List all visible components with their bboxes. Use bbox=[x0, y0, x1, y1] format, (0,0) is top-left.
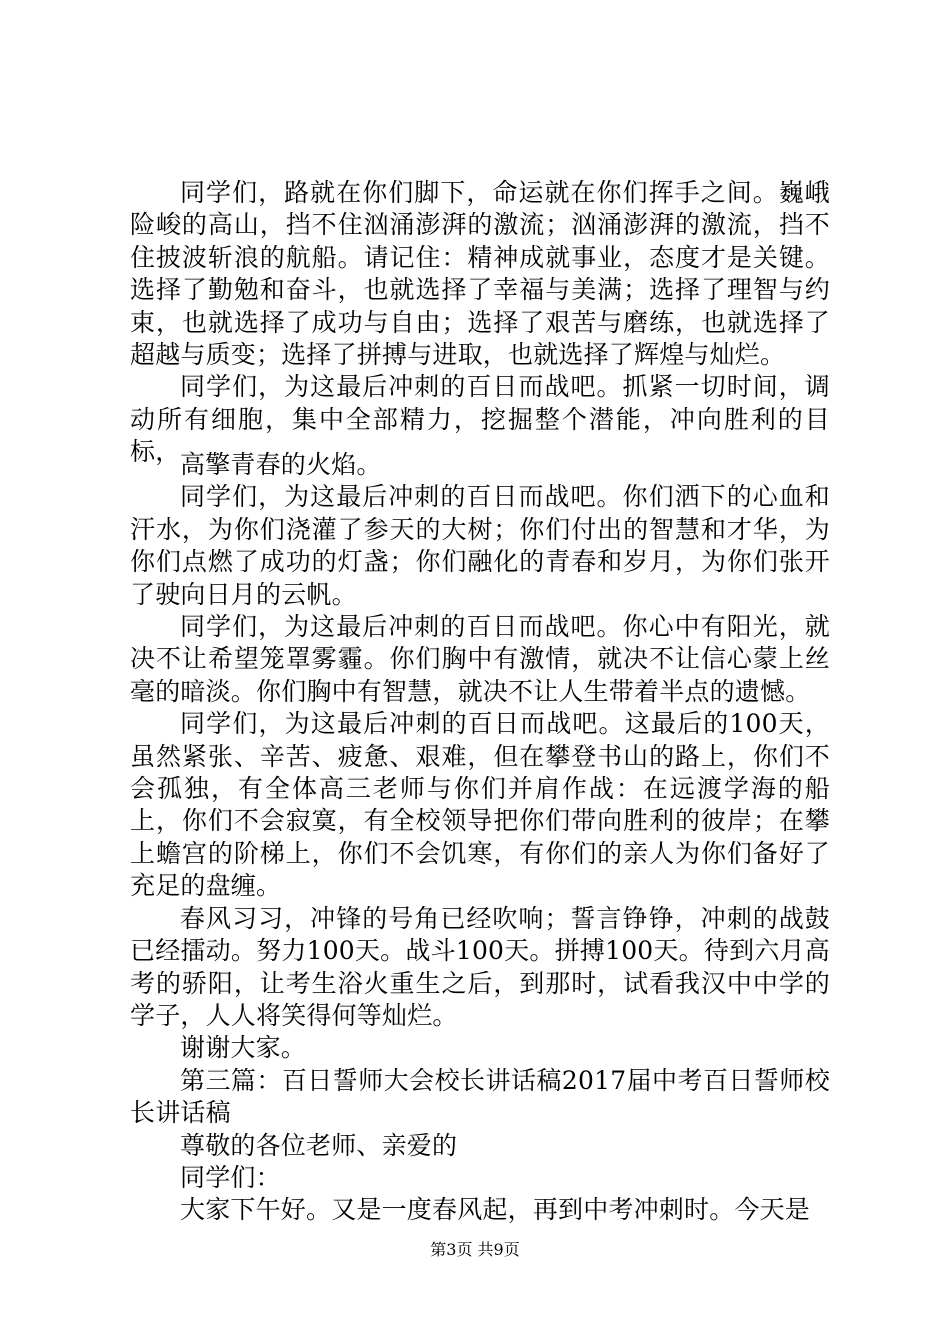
text-block-upper bbox=[130, 177, 830, 469]
paragraph: 同学们，路就在你们脚下，命运就在你们挥手之间。巍峨险峻的高山，挡不住汹涌澎湃的激流；汹涌澎湃的激流，挡不住披波斩浪的航船。请记住：精神成就事业，态度才是关键。选择了勤勉和奋斗，也就选择了幸福与美满；选择了理智与约束，也就选择了成功与自由；选择了艰苦与磨练，也就选择了超越与质变；选择了拼搏与进取，也就选择了辉煌与灿烂。 bbox=[130, 178, 830, 370]
paragraph: 同学们，为这最后冲刺的百日而战吧。你们洒下的心血和汗水，为你们浇灌了参天的大树；你们付出的智慧和才华，为你们点燃了成功的灯盏；你们融化的青春和岁月，为你们张开了驶向日月的云帆。 bbox=[130, 482, 830, 609]
text-block-lower bbox=[130, 449, 830, 1227]
paragraph: 高擎青春的火焰。 bbox=[180, 450, 382, 479]
paragraph: 谢谢大家。 bbox=[180, 1033, 307, 1063]
paragraph: 同学们，为这最后冲刺的百日而战吧。抓紧一切时间，调动所有细胞，集中全部精力，挖掘整个潜能，冲向胜利的目标， bbox=[130, 372, 830, 467]
paragraph: 尊敬的各位老师、亲爱的 bbox=[180, 1130, 458, 1160]
paragraph: 同学们： bbox=[180, 1162, 281, 1192]
paragraph: 同学们，为这最后冲刺的百日而战吧。你心中有阳光，就决不让希望笼罩雾霾。你们胸中有激情，就决不让信心蒙上丝毫的暗淡。你们胸中有智慧，就决不让人生带着半点的遗憾。 bbox=[130, 612, 830, 706]
page-footer bbox=[0, 1240, 950, 1260]
paragraph: 大家下午好。又是一度春风起，再到中考冲刺时。今天是 bbox=[180, 1195, 811, 1225]
page-number: 第3页 共9页 bbox=[430, 1240, 520, 1259]
paragraph: 春风习习，冲锋的号角已经吹响；誓言铮铮，冲刺的战鼓已经擂动。努力100天。战斗100天。拼搏100天。待到六月高考的骄阳，让考生浴火重生之后，到那时，试看我汉中中学的学子，人人将笑得何等灿烂。 bbox=[130, 903, 830, 1030]
paragraph: 同学们，为这最后冲刺的百日而战吧。这最后的100天，虽然紧张、辛苦、疲惫、艰难，但在攀登书山的路上，你们不会孤独，有全体高三老师与你们并肩作战：在远渡学海的船上，你们不会寂寞，有全校领导把你们带向胜利的彼岸；在攀上蟾宫的阶梯上，你们不会饥寒，有你们的亲人为你们备好了充足的盘缠。 bbox=[130, 709, 830, 901]
section-heading: 第三篇：百日誓师大会校长讲话稿2017届中考百日誓师校长讲话稿 bbox=[130, 1065, 830, 1128]
